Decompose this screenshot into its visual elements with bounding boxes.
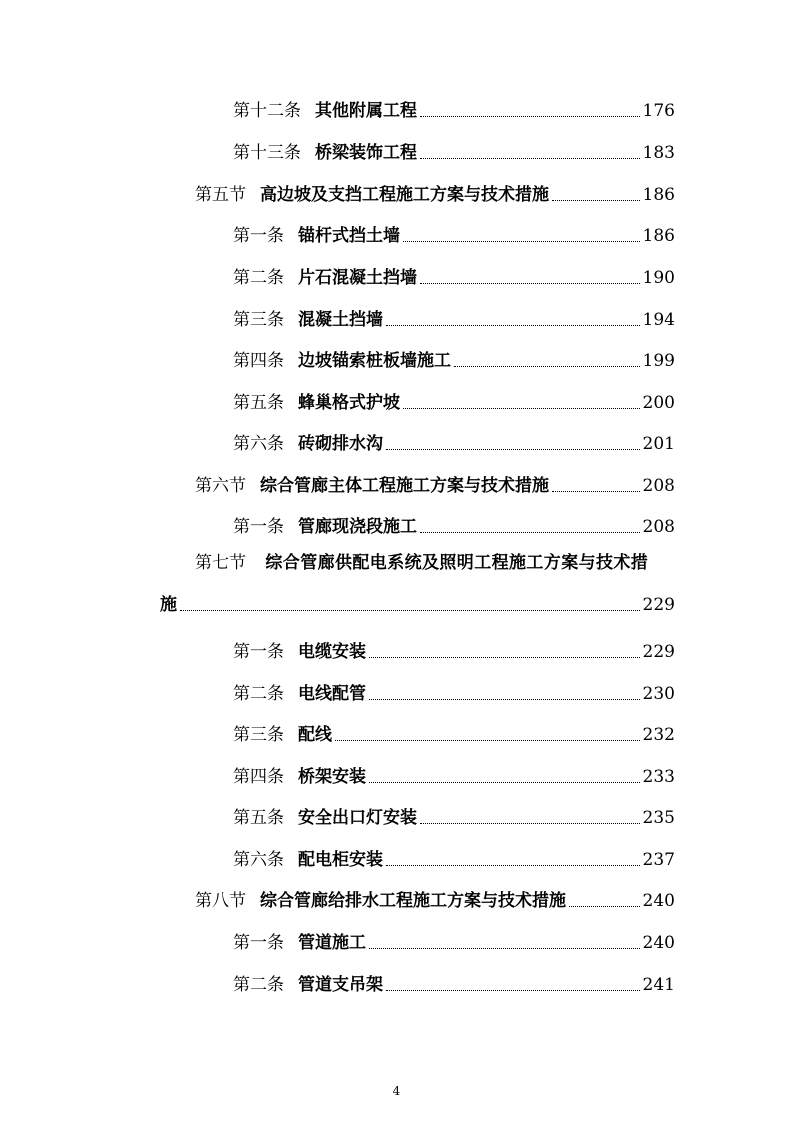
entry-number: 第七节	[195, 553, 246, 573]
entry-title-continuation: 施	[160, 595, 177, 615]
dot-leader	[386, 865, 640, 866]
entry-title: 配线	[298, 725, 332, 745]
entry-title: 配电柜安装	[298, 850, 383, 870]
toc-section-entry-wrapped-continuation[interactable]	[160, 594, 675, 616]
entry-title: 电线配管	[298, 684, 366, 704]
entry-page: 241	[642, 975, 675, 995]
toc-entry[interactable]	[233, 966, 675, 996]
entry-page: 240	[642, 933, 675, 953]
entry-page: 199	[642, 351, 675, 371]
entry-page: 208	[642, 476, 675, 496]
entry-page: 240	[642, 891, 675, 911]
dot-leader	[552, 491, 640, 492]
toc-entry[interactable]	[233, 924, 675, 954]
toc-entry[interactable]	[233, 758, 675, 788]
page-number-footer: 4	[392, 1084, 401, 1098]
entry-number: 第六条	[233, 434, 284, 454]
entry-page: 186	[642, 185, 675, 205]
entry-title: 综合管廊给排水工程施工方案与技术措施	[260, 891, 566, 911]
dot-leader	[403, 241, 640, 242]
entry-title: 管道支吊架	[298, 975, 383, 995]
dot-leader	[454, 366, 640, 367]
dot-leader	[386, 449, 640, 450]
dot-leader	[369, 948, 640, 949]
dot-leader	[420, 283, 640, 284]
entry-title: 混凝土挡墙	[298, 310, 383, 330]
entry-title: 管道施工	[298, 933, 366, 953]
dot-leader	[369, 699, 640, 700]
entry-title: 蜂巢格式护坡	[298, 393, 400, 413]
toc-entry[interactable]	[233, 508, 675, 538]
toc-entry[interactable]	[233, 92, 675, 122]
entry-number: 第一条	[233, 517, 284, 537]
entry-number: 第八节	[195, 891, 246, 911]
dot-leader	[335, 740, 640, 741]
entry-title: 安全出口灯安装	[298, 808, 417, 828]
toc-entry[interactable]	[233, 342, 675, 372]
entry-page: 200	[642, 393, 675, 413]
entry-number: 第二条	[233, 684, 284, 704]
entry-page: 233	[642, 767, 675, 787]
entry-number: 第二条	[233, 975, 284, 995]
entry-title: 桥架安装	[298, 767, 366, 787]
toc-section-entry[interactable]	[195, 176, 675, 206]
entry-number: 第一条	[233, 642, 284, 662]
entry-page: 190	[642, 268, 675, 288]
toc-section-entry[interactable]	[195, 882, 675, 912]
toc-entry[interactable]	[233, 716, 675, 746]
entry-page: 237	[642, 850, 675, 870]
toc-entry[interactable]	[233, 675, 675, 705]
dot-leader	[369, 657, 640, 658]
toc-entry[interactable]	[233, 425, 675, 455]
entry-title: 综合管廊主体工程施工方案与技术措施	[260, 476, 549, 496]
entry-page: 229	[642, 642, 675, 662]
dot-leader	[420, 116, 640, 117]
entry-title: 其他附属工程	[315, 101, 417, 121]
dot-leader	[180, 610, 640, 611]
entry-number: 第十二条	[233, 101, 301, 121]
entry-page: 194	[642, 310, 675, 330]
entry-page: 235	[642, 808, 675, 828]
entry-page: 186	[642, 226, 675, 246]
dot-leader	[569, 906, 640, 907]
toc-entry[interactable]	[233, 301, 675, 331]
entry-number: 第四条	[233, 767, 284, 787]
entry-number: 第二条	[233, 268, 284, 288]
entry-page: 232	[642, 725, 675, 745]
toc-section-entry[interactable]	[195, 467, 675, 497]
dot-leader	[386, 325, 640, 326]
entry-page: 230	[642, 684, 675, 704]
entry-title: 管廊现浇段施工	[298, 517, 417, 537]
entry-page: 208	[642, 517, 675, 537]
entry-page: 183	[642, 143, 675, 163]
entry-number: 第五条	[233, 808, 284, 828]
entry-number: 第一条	[233, 226, 284, 246]
dot-leader	[420, 823, 640, 824]
toc-entry[interactable]	[233, 259, 675, 289]
entry-number: 第十三条	[233, 143, 301, 163]
entry-page: 176	[642, 101, 675, 121]
entry-number: 第五节	[195, 185, 246, 205]
entry-title: 片石混凝土挡墙	[298, 268, 417, 288]
entry-title: 边坡锚索桩板墙施工	[298, 351, 451, 371]
entry-number: 第三条	[233, 725, 284, 745]
entry-title: 高边坡及支挡工程施工方案与技术措施	[260, 185, 549, 205]
toc-entry[interactable]	[233, 841, 675, 871]
dot-leader	[403, 408, 640, 409]
entry-number: 第四条	[233, 351, 284, 371]
toc-entry[interactable]	[233, 384, 675, 414]
entry-number: 第五条	[233, 393, 284, 413]
toc-entry[interactable]	[233, 633, 675, 663]
entry-number: 第三条	[233, 310, 284, 330]
dot-leader	[369, 782, 640, 783]
dot-leader	[552, 200, 640, 201]
entry-title: 锚杆式挡土墙	[298, 226, 400, 246]
toc-section-entry-wrapped[interactable]	[195, 552, 648, 574]
entry-number: 第六条	[233, 850, 284, 870]
entry-number: 第一条	[233, 933, 284, 953]
dot-leader	[386, 990, 640, 991]
toc-entry[interactable]	[233, 217, 675, 247]
entry-page: 229	[642, 595, 675, 615]
toc-entry[interactable]	[233, 134, 675, 164]
entry-page: 201	[642, 434, 675, 454]
entry-number: 第六节	[195, 476, 246, 496]
entry-title: 桥梁装饰工程	[315, 143, 417, 163]
entry-title: 电缆安装	[298, 642, 366, 662]
entry-title: 综合管廊供配电系统及照明工程施工方案与技术措	[265, 553, 649, 573]
entry-title: 砖砌排水沟	[298, 434, 383, 454]
toc-entry[interactable]	[233, 799, 675, 829]
dot-leader	[420, 532, 640, 533]
dot-leader	[420, 158, 640, 159]
